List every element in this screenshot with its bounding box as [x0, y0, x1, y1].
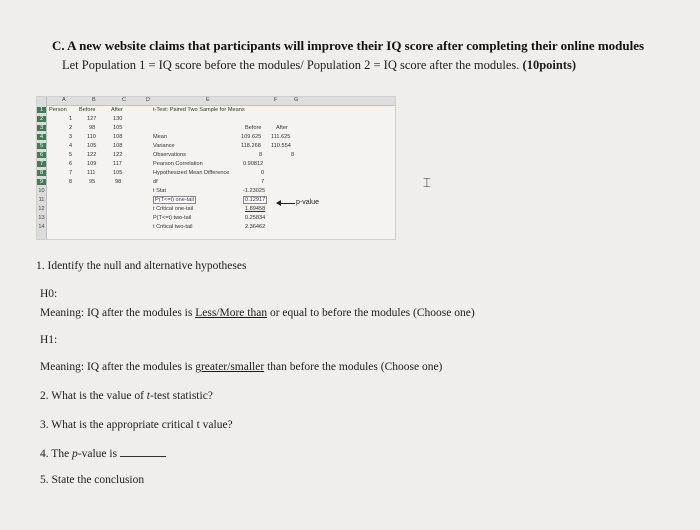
after-4: 108	[113, 143, 123, 149]
ttest-p-two-tail-label: P(T<=t) two-tail	[153, 215, 192, 221]
ttest-p-two-tail-value: 0.25834	[245, 215, 266, 221]
q2-suffix: -test statistic?	[149, 390, 213, 402]
after-6: 117	[113, 161, 122, 167]
row-header-14: 14	[38, 224, 45, 230]
ttest-var-after: 110.554	[271, 143, 291, 149]
after-5: 122	[113, 152, 123, 158]
row-header-7: 7	[37, 161, 46, 167]
ttest-df-label: df	[153, 179, 158, 185]
ttest-var-label: Variance	[153, 143, 175, 149]
question-4	[40, 447, 166, 461]
before-2: 98	[89, 125, 96, 131]
person-8: 8	[69, 179, 73, 185]
ttest-col-after: After	[276, 125, 288, 131]
p-value-annotation: p-value	[296, 199, 319, 206]
person-1: 1	[69, 116, 73, 122]
points-label: (10points)	[522, 58, 577, 72]
q4-suffix: -value is	[77, 448, 118, 460]
h1-meaning-suffix: than before the modules (Choose one)	[267, 361, 443, 373]
before-3: 110	[87, 134, 96, 140]
population-definition: Let Population 1 = IQ score before the modules/ Population 2 = IQ score after the modules.	[62, 58, 520, 72]
row-header-1: 1	[37, 107, 46, 113]
ttest-obs-before: 8	[259, 152, 263, 158]
ttest-p-one-tail-value: 0.12917	[245, 197, 266, 203]
problem-title: C. A new website claims that participants will improve their IQ score after completing their online modules	[52, 38, 645, 53]
row-header-13: 13	[38, 215, 45, 221]
row-header-12: 12	[38, 206, 45, 212]
q4-italic: p	[72, 448, 78, 460]
person-2: 2	[69, 125, 73, 131]
person-5: 5	[69, 152, 73, 158]
h1-label: H1:	[40, 334, 58, 346]
after-3: 108	[113, 134, 123, 140]
before-4: 105	[87, 143, 97, 149]
ttest-tcrit-one-tail-value: 1.89458	[245, 206, 266, 212]
h1-choice[interactable]: greater/smaller	[195, 361, 265, 373]
ttest-tcrit-one-tail-label: t Critical one-tail	[153, 206, 194, 212]
ttest-mean-label: Mean	[153, 134, 167, 140]
ttest-p-one-tail-label: P(T<=t) one-tail	[155, 197, 194, 203]
before-6: 109	[87, 161, 97, 167]
ttest-corr-label: Pearson Correlation	[153, 161, 203, 167]
q2-italic: t	[146, 390, 150, 402]
p-value-arrow-icon	[277, 203, 295, 204]
col-header-c: C	[122, 97, 127, 103]
question-1: 1. Identify the null and alternative hypotheses	[36, 260, 247, 272]
after-1: 130	[113, 116, 123, 122]
ttest-var-before: 118.268	[241, 143, 261, 149]
ttest-corr-value: 0.90812	[243, 161, 264, 167]
ttest-obs-label: Observations	[153, 152, 186, 158]
after-8: 98	[115, 179, 122, 185]
h0-meaning-suffix: or equal to before the modules (Choose one)	[269, 307, 475, 319]
col-header-g: G	[294, 97, 299, 103]
after-7: 105	[113, 170, 123, 176]
after-2: 105	[113, 125, 123, 131]
ttest-tstat-value: -1.23025	[243, 188, 266, 194]
row-header-11: 11	[38, 197, 45, 203]
ttest-mean-after: 111.625	[271, 134, 291, 140]
h0-meaning-prefix: Meaning: IQ after the modules is	[40, 307, 193, 319]
ttest-tstat-label: t Stat	[153, 188, 167, 194]
row-header-6: 6	[37, 152, 46, 158]
ttest-tcrit-two-tail-label: t Critical two-tail	[153, 224, 193, 230]
h1-meaning-prefix: Meaning: IQ after the modules is	[40, 361, 193, 373]
row-headers	[37, 97, 47, 239]
question-2	[40, 389, 213, 403]
person-6: 6	[69, 161, 73, 167]
question-5: 5. State the conclusion	[40, 474, 145, 486]
person-3: 3	[69, 134, 73, 140]
excel-spreadsheet	[36, 96, 396, 240]
ttest-hyp-value: 0	[261, 170, 265, 176]
text-cursor-icon: ⌶	[423, 175, 431, 190]
p-value-answer-blank[interactable]	[120, 447, 166, 457]
row-header-9: 9	[37, 179, 46, 185]
row-header-4: 4	[37, 134, 46, 140]
col-header-b: B	[92, 97, 96, 103]
column-headers	[46, 97, 395, 106]
ttest-hyp-label: Hypothesized Mean Difference	[153, 170, 230, 176]
header-before: Before	[79, 107, 96, 113]
col-header-f: F	[274, 97, 278, 103]
person-4: 4	[69, 143, 73, 149]
before-5: 122	[87, 152, 97, 158]
ttest-mean-before: 109.625	[241, 134, 262, 140]
ttest-title: t-Test: Paired Two Sample for Means	[153, 107, 245, 113]
col-header-d: D	[146, 97, 151, 103]
ttest-df-value: 7	[261, 179, 265, 185]
h0-label: H0:	[40, 288, 58, 300]
header-after: After	[111, 107, 123, 113]
q2-prefix: 2. What is the value of	[40, 390, 144, 402]
row-header-5: 5	[37, 143, 46, 149]
row-header-3: 3	[37, 125, 46, 131]
row-header-8: 8	[37, 170, 46, 176]
ttest-col-before: Before	[245, 125, 262, 131]
q4-prefix: 4. The	[40, 448, 70, 460]
person-7: 7	[69, 170, 73, 176]
ttest-obs-after: 8	[291, 152, 295, 158]
question-3: 3. What is the appropriate critical t value?	[40, 419, 233, 431]
before-8: 95	[89, 179, 96, 185]
before-1: 127	[87, 116, 97, 122]
col-header-a: A	[62, 97, 66, 103]
ttest-tcrit-two-tail-value: 2.36462	[245, 224, 266, 230]
header-person: Person	[49, 107, 67, 113]
h1-meaning	[40, 360, 442, 374]
before-7: 111	[87, 170, 96, 176]
problem-subtitle	[62, 57, 692, 73]
row-header-2: 2	[37, 116, 46, 122]
h0-meaning	[40, 306, 475, 320]
h0-choice[interactable]: Less/More than	[195, 307, 268, 319]
row-header-10: 10	[38, 188, 45, 194]
col-header-e: E	[206, 97, 210, 103]
